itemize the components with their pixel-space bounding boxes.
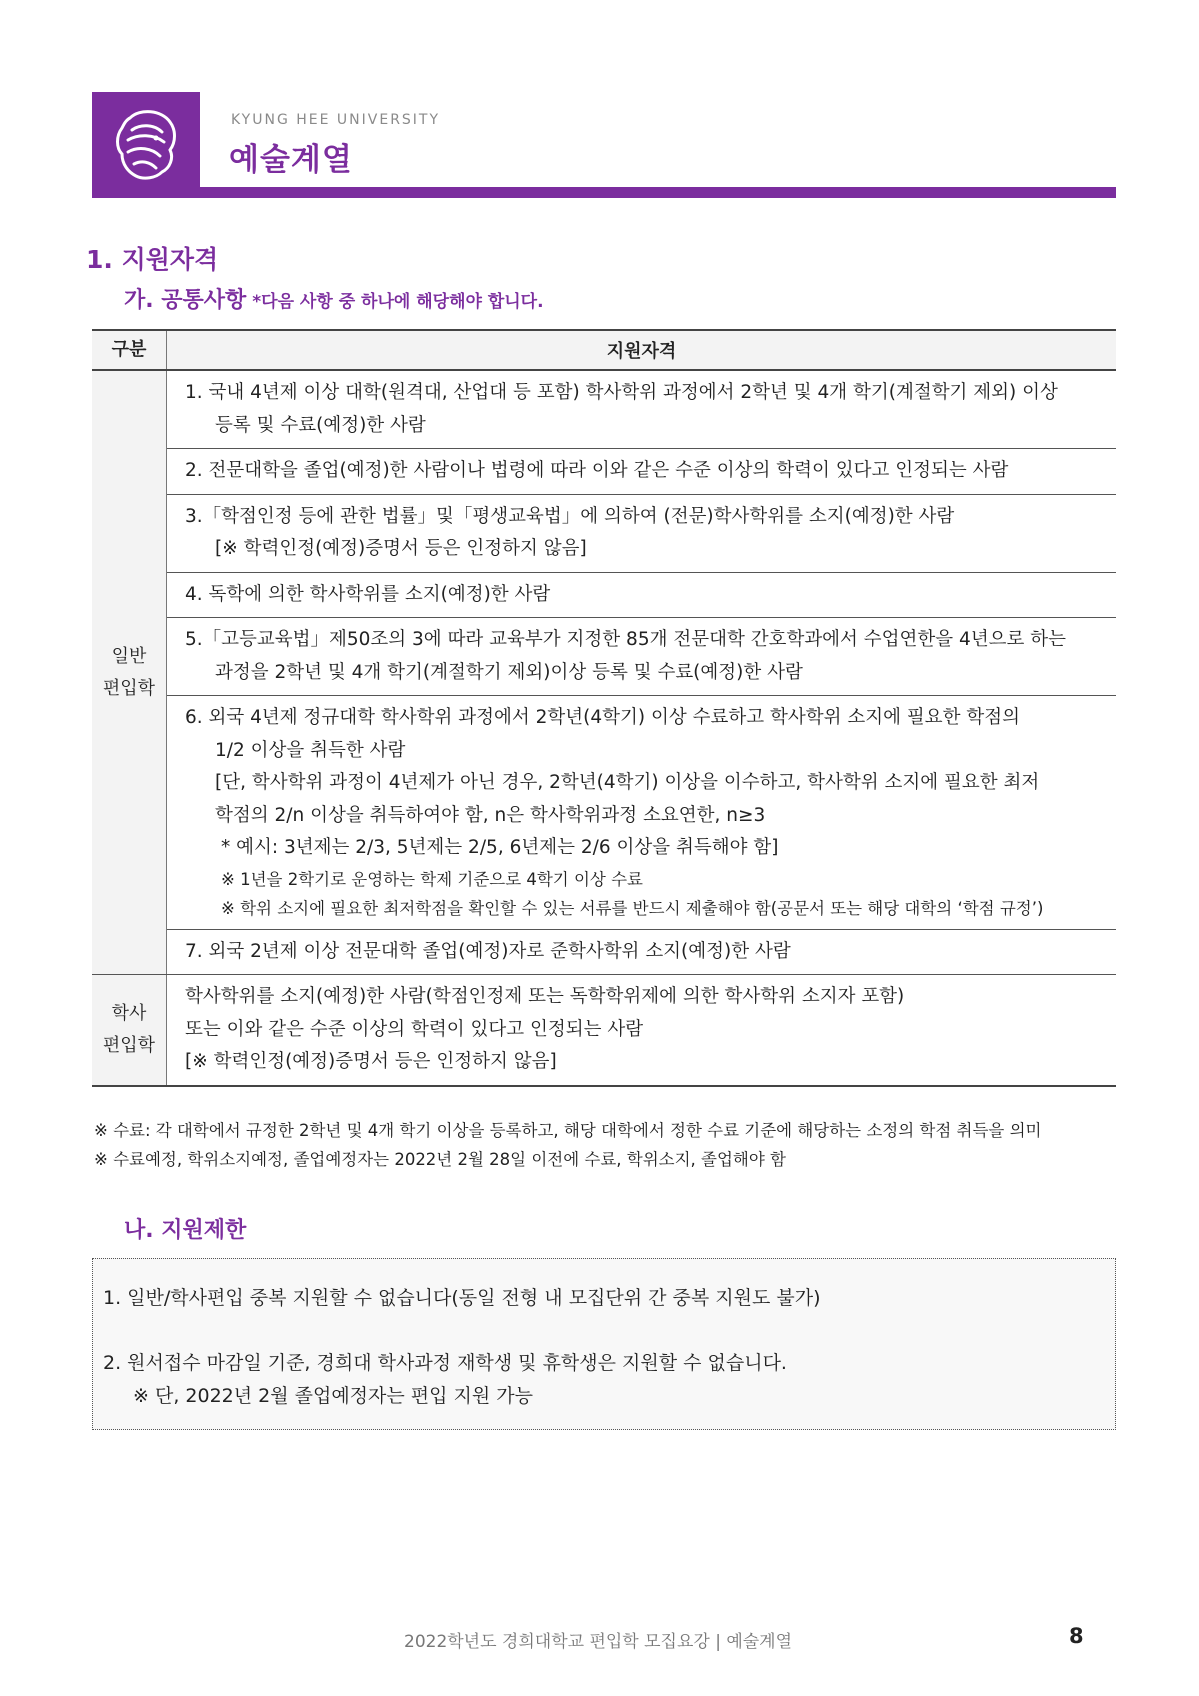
table-row bbox=[92, 572, 1116, 618]
table-row bbox=[92, 494, 1116, 572]
restriction-item-1: 1. 일반/학사편입 중복 지원할 수 없습니다(동일 전형 내 모집단위 간 중복 지원도 불가) bbox=[103, 1287, 821, 1309]
item-5-line: 과정을 2학년 및 4개 학기(계절학기 제외)이상 등록 및 수료(예정)한 사람 bbox=[215, 661, 803, 683]
item-6-line: * 예시: 3년제는 2/3, 5년제는 2/5, 6년제는 2/6 이상을 취득해야 함] bbox=[221, 837, 779, 858]
page-number: 8 bbox=[1069, 1624, 1084, 1648]
column-header-qualification: 지원자격 bbox=[167, 330, 1117, 370]
qualification-bachelor bbox=[167, 975, 1117, 1086]
item-6-line: 6. 외국 4년제 정규대학 학사학위 과정에서 2학년(4학기) 이상 수료하고 학사학위 소지에 필요한 학점의 bbox=[185, 707, 1020, 728]
subsection-a-note: *다음 사항 중 하나에 해당해야 합니다. bbox=[252, 292, 544, 312]
qualification-item-5 bbox=[167, 618, 1117, 696]
qualification-table bbox=[92, 329, 1116, 1087]
item-6-line: 학점의 2/n 이상을 취득하여야 함, n은 학사학위과정 소요연한, n≥3 bbox=[215, 804, 766, 826]
category-bachelor bbox=[92, 975, 167, 1086]
qualification-item-2 bbox=[167, 449, 1117, 495]
restriction-box bbox=[92, 1258, 1116, 1430]
restriction-note: ※ 단, 2022년 2월 졸업예정자는 편입 지원 가능 bbox=[133, 1385, 533, 1407]
table-row bbox=[92, 975, 1116, 1086]
footer-text: 2022학년도 경희대학교 편입학 모집요강 | 예술계열 bbox=[404, 1632, 793, 1652]
item-2-line: 2. 전문대학을 졸업(예정)한 사람이나 법령에 따라 이와 같은 수준 이상의 학력이 있다고 인정되는 사람 bbox=[185, 460, 1009, 481]
qualification-item-4 bbox=[167, 572, 1117, 618]
qualification-item-6 bbox=[167, 696, 1117, 930]
qualification-item-3 bbox=[167, 494, 1117, 572]
subsection-a-label: 가. 공통사항 bbox=[124, 288, 247, 313]
bachelor-line: 또는 이와 같은 수준 이상의 학력이 있다고 인정되는 사람 bbox=[185, 1018, 644, 1040]
department-title: 예술계열 bbox=[229, 142, 353, 178]
column-header-category: 구분 bbox=[92, 330, 167, 370]
item-7-line: 7. 외국 2년제 이상 전문대학 졸업(예정)자로 준학사학위 소지(예정)한 사람 bbox=[185, 940, 791, 962]
restriction-item-2: 2. 원서접수 마감일 기준, 경희대 학사과정 재학생 및 휴학생은 지원할 수 없습니다. bbox=[103, 1352, 787, 1374]
table-row bbox=[92, 449, 1116, 495]
bachelor-line: [※ 학력인정(예정)증명서 등은 인정하지 않음] bbox=[185, 1051, 557, 1072]
item-6-note: ※ 1년을 2학기로 운영하는 학제 기준으로 4학기 이상 수료 bbox=[221, 869, 643, 889]
item-1-line: 등록 및 수료(예정)한 사람 bbox=[215, 414, 426, 436]
item-5-line: 5.「고등교육법」제50조의 3에 따라 교육부가 지정한 85개 전문대학 간호학과에서 수업연한을 4년으로 하는 bbox=[185, 629, 1067, 650]
footnote-completion: ※ 수료: 각 대학에서 규정한 2학년 및 4개 학기 이상을 등록하고, 해당 대학에서 정한 수료 기준에 해당하는 소정의 학점 취득을 의미 bbox=[94, 1121, 1042, 1140]
header-divider bbox=[92, 187, 1116, 198]
item-6-line: 1/2 이상을 취득한 사람 bbox=[215, 739, 406, 761]
table-row bbox=[92, 696, 1116, 930]
table-row bbox=[92, 929, 1116, 975]
qualification-item-7 bbox=[167, 929, 1117, 975]
lion-emblem-icon bbox=[110, 108, 182, 182]
table-header-row bbox=[92, 330, 1116, 370]
item-6-note: ※ 학위 소지에 필요한 최저학점을 확인할 수 있는 서류를 반드시 제출해야 함(공문서 또는 해당 대학의 ‘학점 규정’) bbox=[221, 898, 1044, 918]
subsection-b-title: 나. 지원제한 bbox=[124, 1218, 247, 1243]
section-title: 1. 지원자격 bbox=[86, 245, 219, 274]
subsection-title bbox=[124, 283, 544, 314]
item-4-line: 4. 독학에 의한 학사학위를 소지(예정)한 사람 bbox=[185, 583, 551, 605]
footnote-deadline: ※ 수료예정, 학위소지예정, 졸업예정자는 2022년 2월 28일 이전에 수료, 학위소지, 졸업해야 함 bbox=[94, 1150, 786, 1169]
item-3-line: [※ 학력인정(예정)증명서 등은 인정하지 않음] bbox=[215, 538, 587, 559]
table-row bbox=[92, 370, 1116, 449]
item-1-line: 1. 국내 4년제 이상 대학(원격대, 산업대 등 포함) 학사학위 과정에서 2학년 및 4개 학기(계절학기 제외) 이상 bbox=[185, 382, 1058, 403]
table-row bbox=[92, 618, 1116, 696]
category-general-label: 일반 편입학 bbox=[102, 645, 156, 699]
bachelor-line: 학사학위를 소지(예정)한 사람(학점인정제 또는 독학학위제에 의한 학사학위 소지자 포함) bbox=[185, 986, 905, 1007]
university-name: KYUNG HEE UNIVERSITY bbox=[231, 112, 441, 128]
category-general bbox=[92, 370, 167, 975]
item-6-line: [단, 학사학위 과정이 4년제가 아닌 경우, 2학년(4학기) 이상을 이수하고, 학사학위 소지에 필요한 최저 bbox=[215, 772, 1040, 793]
item-3-line: 3.「학점인정 등에 관한 법률」및「평생교육법」에 의하여 (전문)학사학위를 소지(예정)한 사람 bbox=[185, 505, 955, 527]
qualification-item-1 bbox=[167, 370, 1117, 449]
category-bachelor-label: 학사 편입학 bbox=[102, 1002, 156, 1056]
logo-box bbox=[92, 92, 200, 198]
